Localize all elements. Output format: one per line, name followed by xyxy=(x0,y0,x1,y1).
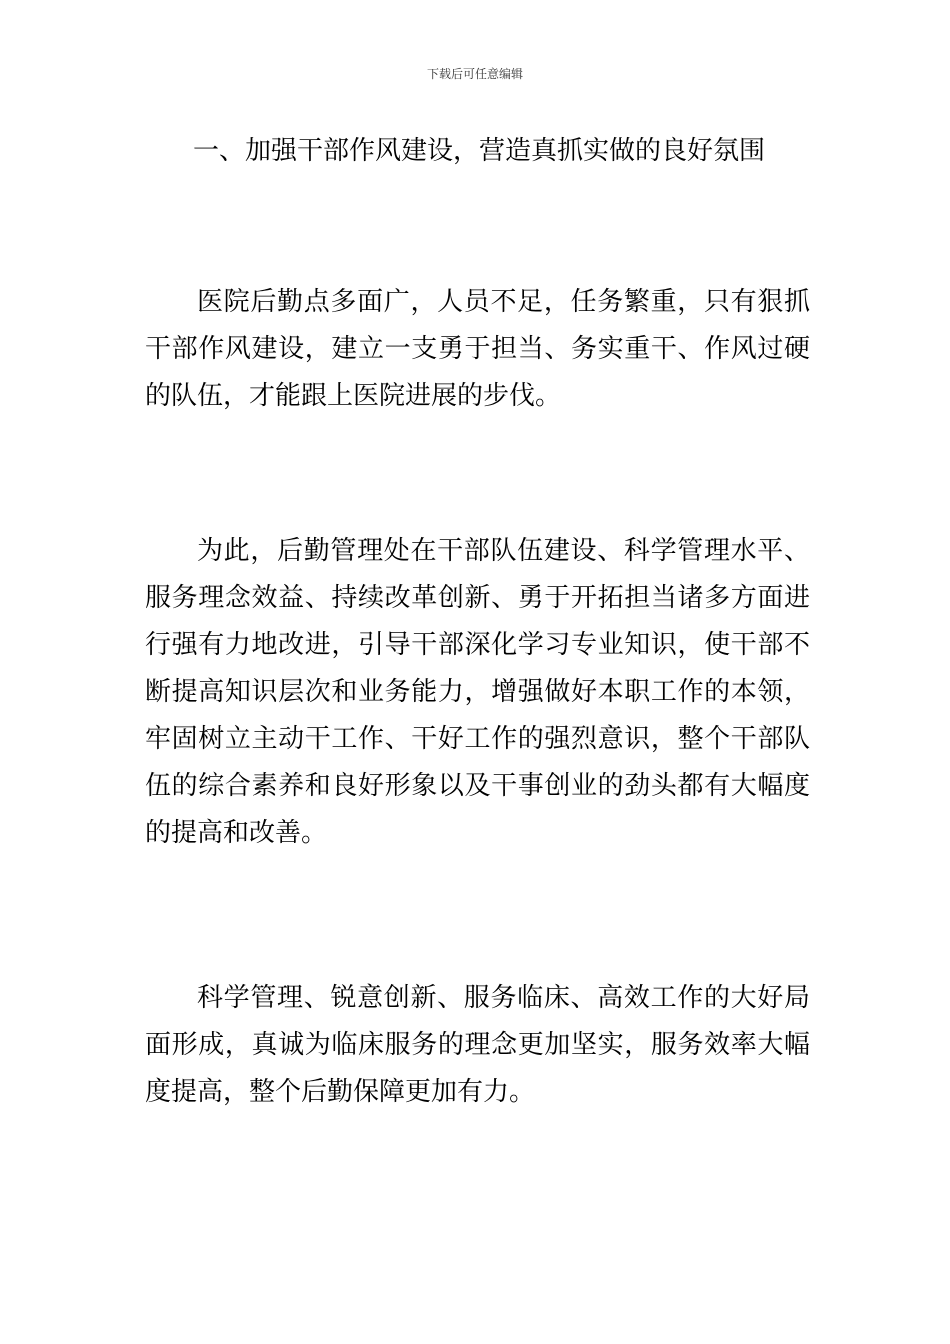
paragraph-3: 科学管理、锐意创新、服务临床、高效工作的大好局面形成，真诚为临床服务的理念更加坚实，服务效率大幅度提高，整个后勤保障更加有力。 xyxy=(145,983,810,1107)
header-note: 下载后可任意编辑 xyxy=(426,67,523,81)
paragraph-2: 为此，后勤管理处在干部队伍建设、科学管理水平、服务理念效益、持续改革创新、勇于开拓担当诸多方面进行强有力地改进，引导干部深化学习专业知识，使干部不断提高知识层次和业务能力，增强做好本职工作的本领，牢固树立主动干工作、干好工作的强烈意识，整个干部队伍的综合素养和良好形象以及干事创业的劲头都有大幅度的提高和改善。 xyxy=(145,536,810,848)
paragraph-1: 医院后勤点多面广，人员不足，任务繁重，只有狠抓干部作风建设，建立一支勇于担当、务实重干、作风过硬的队伍，才能跟上医院进展的步伐。 xyxy=(145,287,810,411)
section-heading: 一、加强干部作风建设，营造真抓实做的良好氛围 xyxy=(193,136,766,166)
